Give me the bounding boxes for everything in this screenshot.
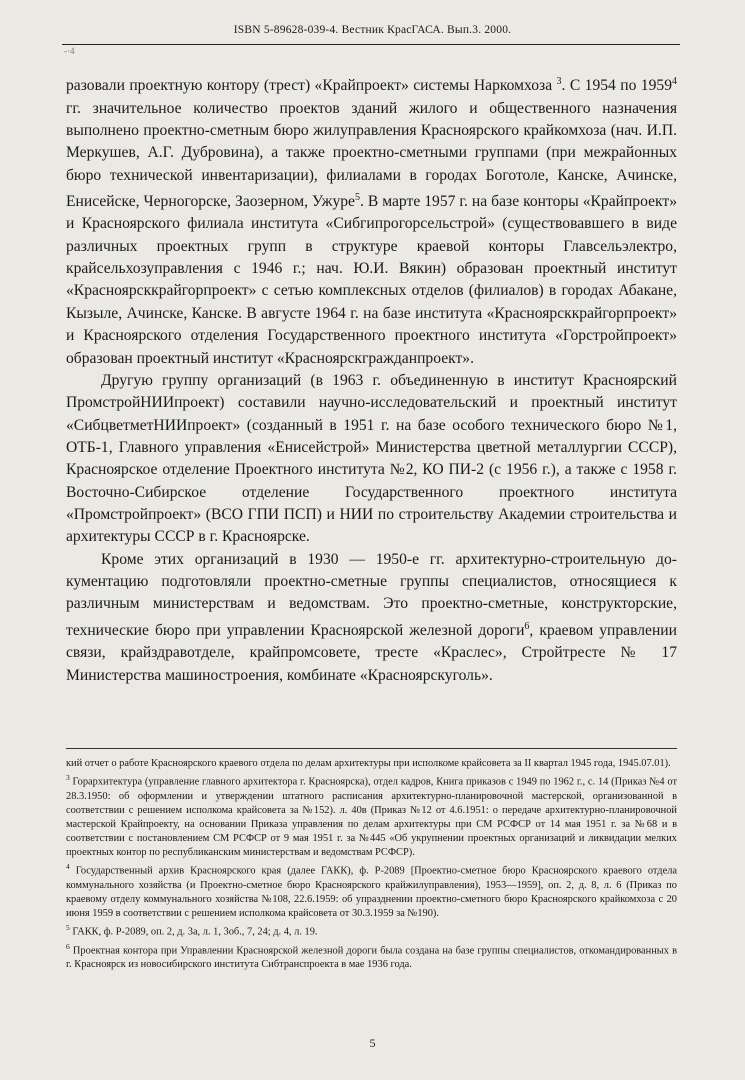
paragraph-3 [66,549,677,687]
text-run: разовали проектную контору (трест) «Крайпроект» системы Наркомхоза [66,77,557,95]
page-number: 5 [369,1036,376,1050]
footnotes [66,757,677,972]
footnote-4 [66,860,677,921]
footnote-3 [66,771,677,860]
footnote-ref: 6 [66,941,70,951]
text-run: гг. значительное количество проектов зданий жилого и общественного назначения выполнено проектно-сметным бюро жилуправления Красноярского крайкомхоза (нач. И.П. Меркушев, А.Г. Дубровина), а также проектно-сметными группами (при межрайонных бюро технической инвентаризации), филиалами в городах Боготоле, Канске, Ачинске, Енисейске, Черногорске, Заозерном, Ужуре [66,99,677,211]
footnote-rule [66,748,677,749]
paragraph-1 [66,71,677,370]
running-header: ISBN 5-89628-039-4. Вестник КрасГАСА. Вып.3. 2000. [233,24,512,36]
footnote-ref: 3 [556,76,562,87]
footnote-6 [66,940,677,973]
text-run: Проектная контора при Управлении Красноярской железной дороги была создана на базе группы специалистов, откомандированных в г. Красноярск из новосибирского института Сибтранспроекта в мае 1936 года. [66,945,677,971]
text-run: Горархитектура (управление главного архитектора г. Красноярска), отдел кадров, Книга приказов с 1949 по 1962 г., с. 14 (Приказ №4 от 28.3.1950: об оформлении и утверждении штатного расписания архитектурно-планировочной мастерской, организованной в соответствии с решением исполкома крайсовета за №152). л. 40в (Приказ №12 от 4.6.1951: о передаче архитектурно-планировочной мастерской Крайпроекту, на основании Приказа управления по делам архитектуры при СМ РСФСР от 14 мая 1951 г. за №68 и в соответствии с постановлением СМ РСФСР от 9 мая 1951 г. за №445 «Об укрупнении проектных организаций и ликвидации мелких проектных контор по республиканским министерствам и ведомствам РСФСР). [66,776,677,859]
footnote-ref: 4 [66,862,70,872]
footnote-5 [66,921,677,940]
text-run: Государственный архив Красноярского края (далее ГАКК), ф. Р-2089 [Проектно-сметное бюро Красноярского краевого отдела коммунального хозяйства (и Проектно-сметное бюро Красноярского крайжилуправления), 1953—1959], оп. 2, д. 8, л. 6 (Приказ по краевому отделу коммунального хозяйства №108, 22.6.1959: об упразднении проектно-сметного бюро Красноярского крайкомхоза с 20 июня 1959 в соответствии с решением исполкома крайсовета от 30.3.1959 за №190). [66,865,677,919]
paragraph-2 [66,370,677,549]
margin-mark: -·4 [64,46,75,56]
text-run: Другую группу организаций (в 1963 г. объединенную в институт Красноярский ПромстройНИИпроект) составили научно-исследовательский и проектный институт «СибцветметНИИпроект» (созданный в 1951 г. на базе особого технического бюро №1, ОТБ-1, Главного управления «Енисейстрой» Министерства цветной металлургии СССР), Красноярское отделение Проектного института №2, КО ПИ-2 (с 1956 г.), а также с 1958 г. Восточно-Сибирское отделение Государственного проектного института «Промстройпроект» (ВСО ГПИ ПСП) и НИИ по строительству Академии строительства и архитектуры СССР в г. Красноярске. [66,371,677,546]
text-run: Кроме этих организаций в 1930 — 1950-е гг. архитектурно-строительную документацию подготовляли проектно-сметные группы специалистов, относящиеся к различным министерствам и ведомствам. Это проектно-сметные, конструкторские, технические бюро при управлении Красноярской железной дороги [66,550,677,639]
text-run: кий отчет о работе Красноярского краевого отдела по делам архитектуры при исполкоме крайсовета за II квартал 1945 года, 1945.07.01). [66,758,671,769]
footnote-ref: 6 [524,620,530,632]
text-run: . В марте 1957 г. на базе конторы «Крайпроект» и Красноярского филиала института «Сибгипрогорсельстрой» (существовавшего в виде различных проектных групп в структуре краевой конторы Главсельэлектро, крайсельхозуправления с 1946 г.; нач. Ю.И. Вякин) образован проектный институт «Красноярсккрайгорпроект» с сетью комплексных отделов (филиалов) в городах Абакане, Кызыле, Ачинске, Канске. В августе 1964 г. на базе института «Красноярсккрайгорпроект» и Красноярского отделения Государственного проектного института «Горстройпроект» образован проектный институт «Красноярскгражданпроект». [66,193,677,367]
text-run: . С 1954 по 1959 [561,77,672,95]
main-text [66,71,677,687]
text-run: , краевом управлении связи, крайздравотделе, крайпромсовете, тресте «Краслес», Стройтресте № 17 Министерства машиностроения, комбинате «Красноярскуголь». [66,621,678,684]
footnote-continuation [66,757,677,771]
footnote-ref: 5 [354,191,360,203]
text-run: ГАКК, ф. Р-2089, оп. 2, д. 3а, л. 1, 3об., 7, 24; д. 4, л. 19. [69,926,318,938]
footnote-ref: 3 [66,773,70,783]
footnote-ref: 5 [66,922,70,932]
footnote-ref: 4 [672,76,677,87]
header-rule [62,44,680,45]
